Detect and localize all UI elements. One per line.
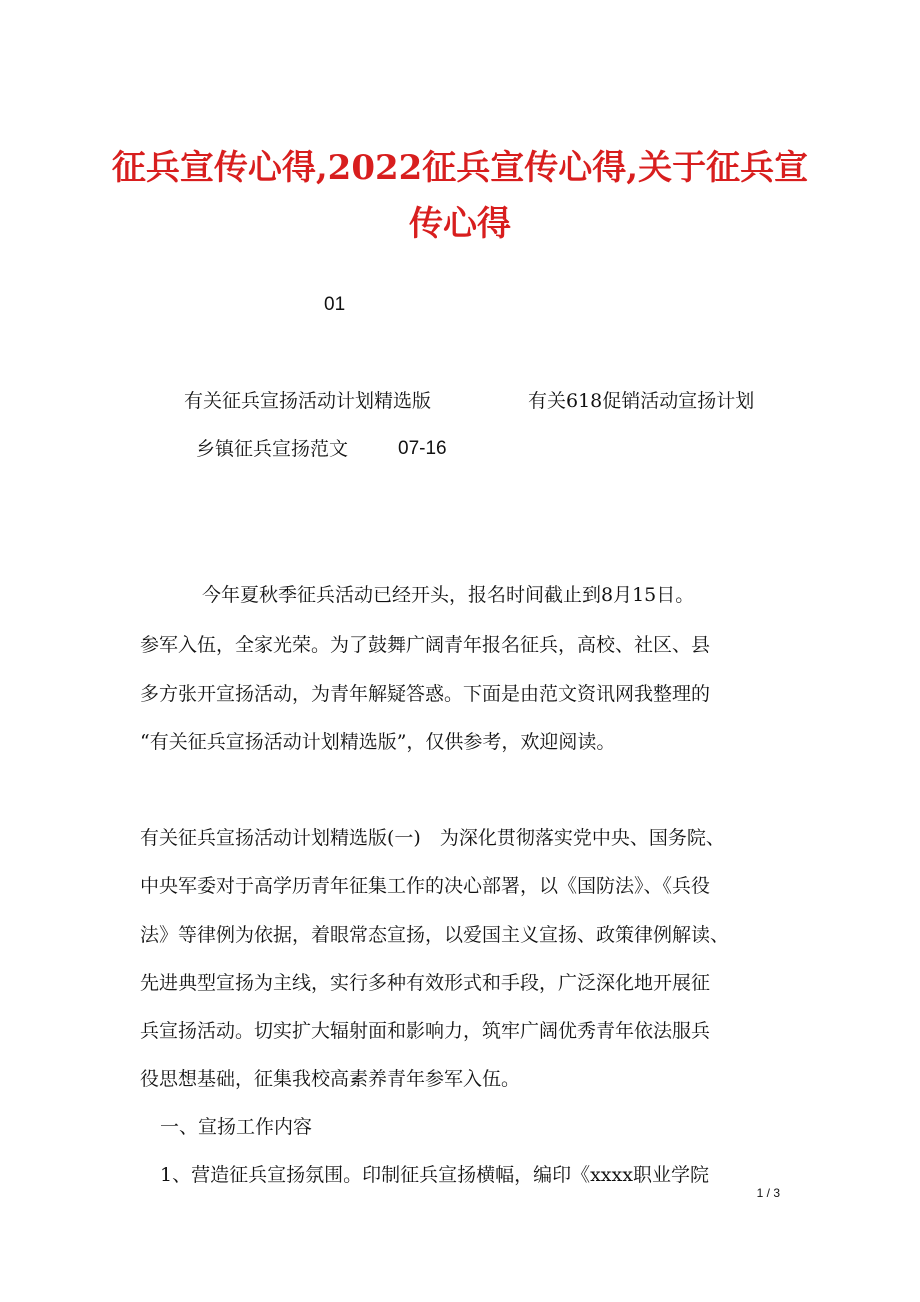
- intro-line-3: 多方张开宣扬活动，为青年解疑答惑。下面是由范文资讯网我整理的: [140, 683, 711, 705]
- intro-line-2: 参军入伍，全家光荣。为了鼓舞广阔青年报名征兵，高校、社区、县: [140, 634, 711, 656]
- body-line-6: 役思想基础，征集我校高素养青年参军入伍。: [140, 1068, 521, 1090]
- body-line-4: 先进典型宣扬为主线，实行多种有效形式和手段，广泛深化地开展征: [140, 972, 711, 994]
- body-line-1: 有关征兵宣扬活动计划精选版(一) 为深化贯彻落实党中央、国务院、: [140, 827, 725, 849]
- item-1-line: 1、营造征兵宣扬氛围。印制征兵宣扬横幅，编印《xxxx职业学院: [160, 1164, 709, 1186]
- section-number: 01: [324, 294, 346, 315]
- intro-line-1: 今年夏秋季征兵活动已经开头，报名时间截止到8月15日。: [202, 584, 695, 606]
- related-date: 07-16: [398, 438, 447, 459]
- document-title: 征兵宣传心得,2022征兵宣传心得,关于征兵宣传心得: [111, 148, 809, 244]
- body-line-5: 兵宣扬活动。切实扩大辐射面和影响力，筑牢广阔优秀青年依法服兵: [140, 1020, 711, 1042]
- section-heading: 一、宣扬工作内容: [160, 1116, 313, 1138]
- intro-line-4: “有关征兵宣扬活动计划精选版”，仅供参考，欢迎阅读。: [140, 731, 616, 753]
- related-link-2[interactable]: 有关618促销活动宣扬计划: [528, 390, 755, 412]
- body-line-2: 中央军委对于高学历青年征集工作的决心部署，以《国防法》、《兵役: [140, 875, 711, 897]
- body-line-3: 法》等律例为依据，着眼常态宣扬，以爱国主义宣扬、政策律例解读、: [140, 924, 730, 946]
- page-number: 1 / 3: [756, 1186, 780, 1200]
- related-link-1[interactable]: 有关征兵宣扬活动计划精选版: [184, 390, 432, 412]
- related-link-3[interactable]: 乡镇征兵宣扬范文: [196, 438, 349, 460]
